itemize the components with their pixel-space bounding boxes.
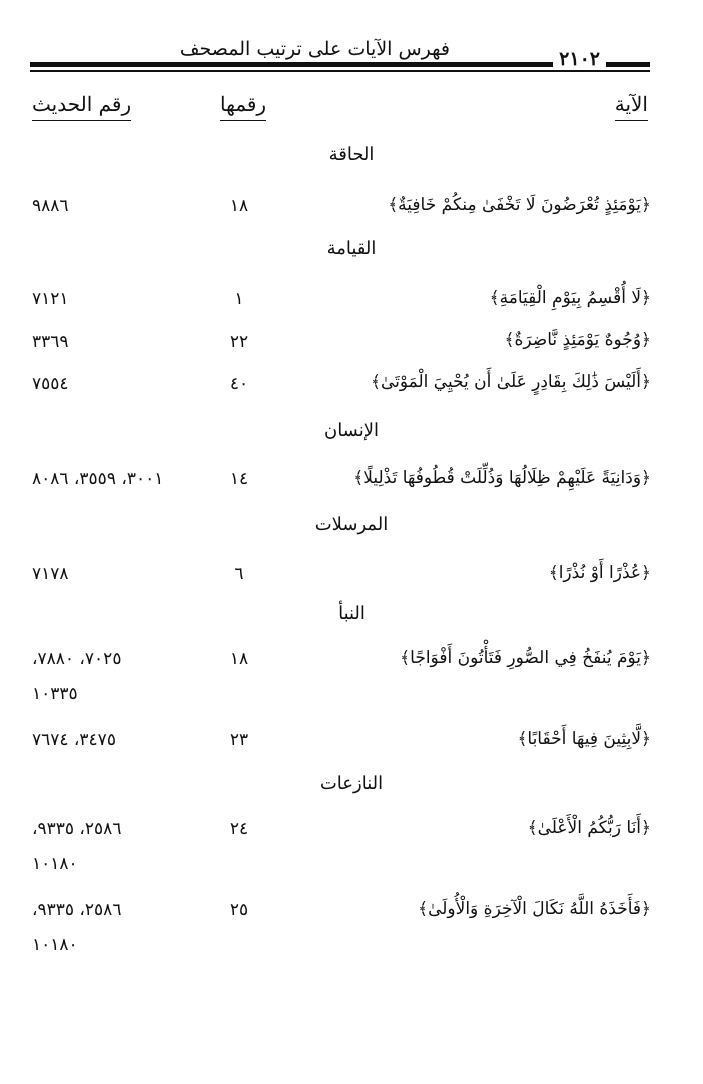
ayah-number: ٦ (234, 564, 244, 584)
ayah-number: ٢٢ (229, 332, 249, 352)
hadith-numbers-continued: ١٠١٨٠ (32, 854, 78, 874)
column-headers (30, 92, 650, 128)
hadith-numbers: ٧١٧٨ (32, 564, 69, 584)
hadith-numbers: ٧٥٥٤ (32, 374, 69, 394)
hadith-numbers-continued: ١٠١٨٠ (32, 935, 78, 955)
hadith-numbers: ٧٠٢٥، ٧٨٨٠، (32, 649, 122, 669)
ayah-text: ﴿فَأَخَذَهُ اللَّهُ نَكَالَ الْآخِرَةِ وَالْأُولَىٰ﴾ (418, 899, 651, 919)
ayah-number: ١٨ (229, 649, 249, 669)
hadith-numbers-continued: ١٠٣٣٥ (32, 684, 78, 704)
surah-heading: النازعات (319, 773, 384, 794)
hadith-numbers: ٣٤٧٥، ٧٦٧٤ (32, 730, 116, 750)
ayah-number: ٢٣ (229, 730, 249, 750)
ayah-text: ﴿وُجُوهٌ يَوْمَئِذٍ نَّاضِرَةٌ﴾ (504, 330, 651, 350)
column-header-number: رقمها (220, 92, 266, 121)
page-header (30, 38, 650, 74)
hadith-numbers: ٧١٢١ (32, 289, 69, 309)
running-title: فهرس الآيات على ترتيب المصحف (179, 38, 450, 60)
ayah-text: ﴿لَا أُقْسِمُ بِيَوْمِ الْقِيَامَةِ﴾ (489, 288, 651, 308)
ayah-text: ﴿وَدَانِيَةً عَلَيْهِمْ ظِلَالُهَا وَذُلِّلَتْ قُطُوفُهَا تَذْلِيلًا﴾ (353, 468, 651, 488)
hadith-numbers: ٢٥٨٦، ٩٣٣٥، (32, 819, 122, 839)
ayah-text: ﴿لَّابِثِينَ فِيهَا أَحْقَابًا﴾ (517, 729, 651, 749)
ayah-text: ﴿يَوْمَئِذٍ تُعْرَضُونَ لَا تَخْفَىٰ مِنكُمْ خَافِيَةٌ﴾ (388, 195, 651, 215)
ayah-text: ﴿أَنَا رَبُّكُمُ الْأَعْلَىٰ﴾ (527, 818, 651, 838)
hadith-numbers: ٣٣٦٩ (32, 332, 69, 352)
surah-heading: الحاقة (328, 144, 375, 165)
page-number: ٢١٠٢ (553, 48, 606, 70)
column-header-hadith: رقم الحديث (32, 92, 131, 121)
ayah-number: ١ (234, 289, 244, 309)
ayah-number: ٢٤ (229, 819, 249, 839)
surah-heading: الإنسان (323, 420, 380, 441)
header-thin-rule (30, 70, 650, 72)
surah-heading: المرسلات (314, 514, 389, 535)
surah-heading: القيامة (326, 238, 377, 259)
ayah-text: ﴿عُذْرًا أَوْ نُذْرًا﴾ (548, 563, 651, 583)
column-header-ayah: الآية (615, 92, 648, 121)
ayah-number: ١٨ (229, 196, 249, 216)
ayah-number: ٤٠ (229, 374, 249, 394)
ayah-text: ﴿يَوْمَ يُنفَخُ فِي الصُّورِ فَتَأْتُونَ أَفْوَاجًا﴾ (400, 648, 651, 668)
ayah-number: ٢٥ (229, 900, 249, 920)
ayah-number: ١٤ (229, 469, 249, 489)
ayah-text: ﴿أَلَيْسَ ذَٰلِكَ بِقَادِرٍ عَلَىٰ أَن يُحْيِيَ الْمَوْتَىٰ﴾ (371, 372, 651, 392)
hadith-numbers: ٩٨٨٦ (32, 196, 69, 216)
surah-heading: النبأ (338, 603, 365, 624)
hadith-numbers: ٢٥٨٦، ٩٣٣٥، (32, 900, 122, 920)
hadith-numbers: ٣٠٠١، ٣٥٥٩، ٨٠٨٦ (32, 469, 164, 489)
